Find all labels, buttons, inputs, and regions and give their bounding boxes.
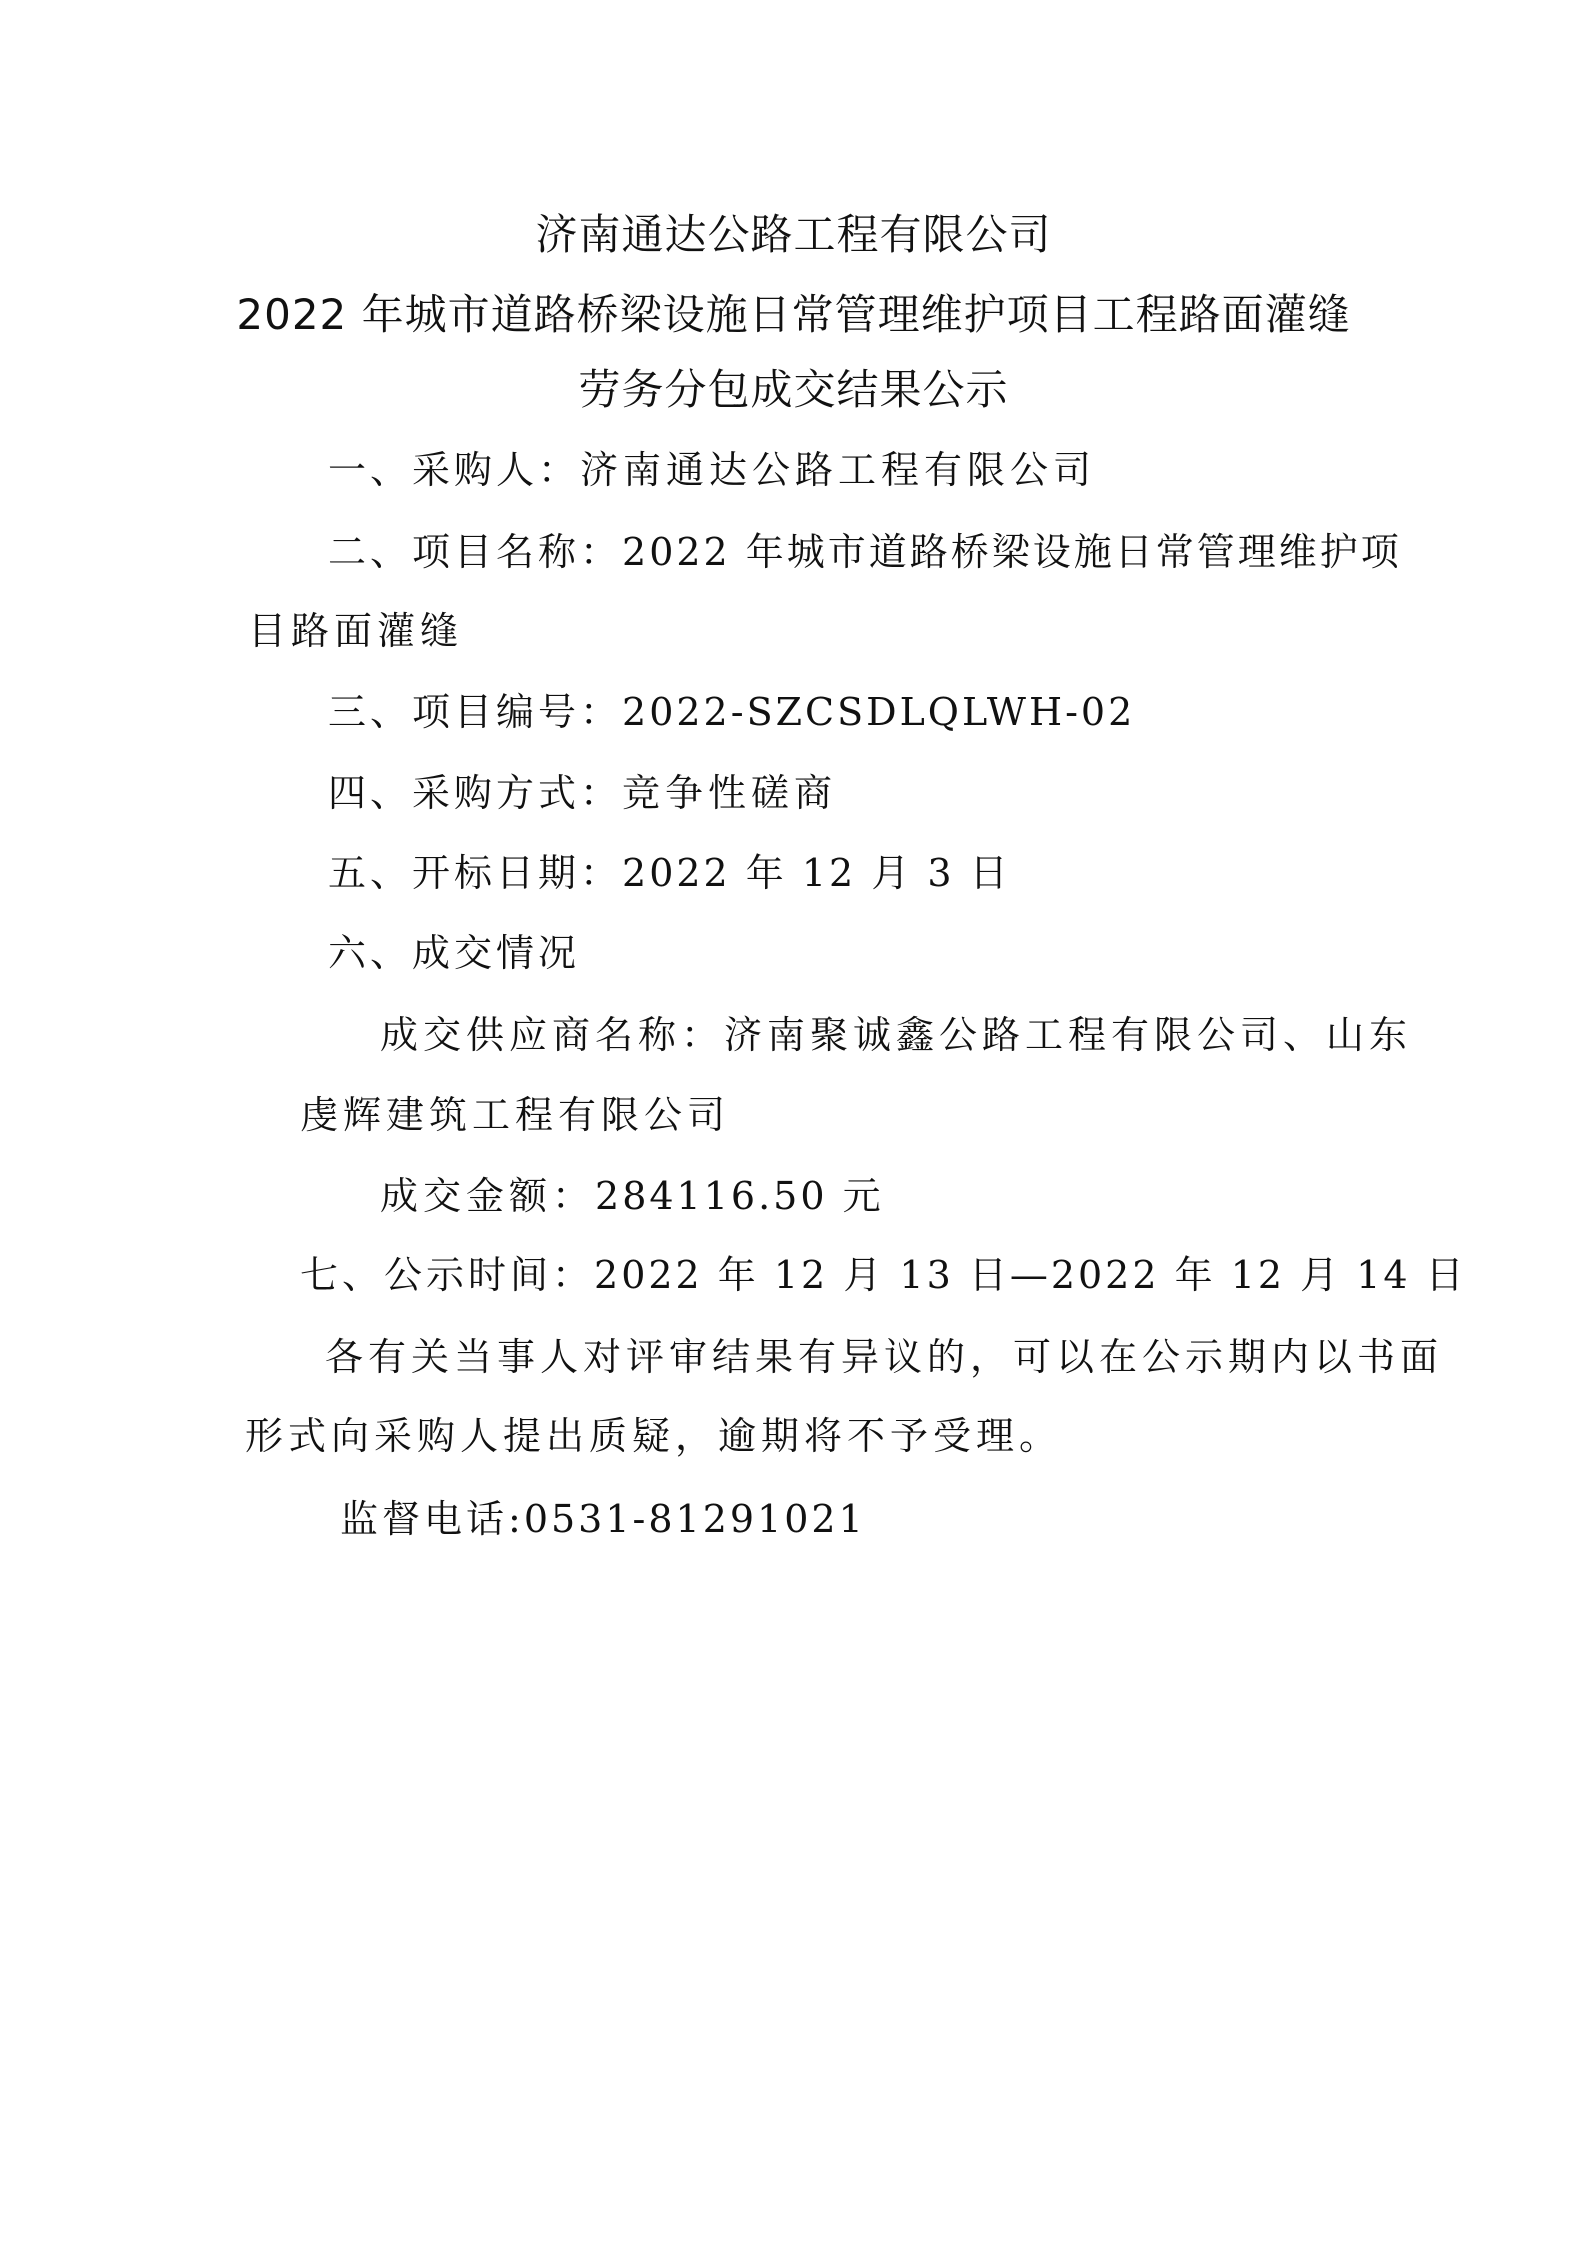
open-date-line bbox=[328, 845, 1011, 901]
notice-title-line-3: 劳务分包成交结果公示 bbox=[578, 365, 1009, 414]
notice-time-line bbox=[300, 1247, 1467, 1303]
notice-paragraph-line-2: 形式向采购人提出质疑，逾期将不予受理。 bbox=[245, 1414, 1063, 1458]
supplier-label: 成交供应商名称： bbox=[380, 1013, 725, 1057]
notice-time-label: 七、公示时间： bbox=[300, 1253, 595, 1297]
notice-time-value: 2022 年 12 月 13 日—2022 年 12 月 14 日 bbox=[594, 1253, 1467, 1297]
supervision-label: 监督电话 bbox=[340, 1497, 509, 1541]
supplier-value: 济南聚诚鑫公路工程有限公司、山东 bbox=[724, 1013, 1413, 1057]
supervision-phone: :0531-81291021 bbox=[508, 1497, 866, 1541]
supervision-line bbox=[340, 1491, 866, 1547]
method-value: 竞争性磋商 bbox=[622, 771, 838, 815]
project-no-label: 三、项目编号： bbox=[328, 690, 623, 734]
amount-line bbox=[380, 1168, 884, 1224]
project-name-label: 二、项目名称： bbox=[328, 530, 623, 574]
method-label: 四、采购方式： bbox=[328, 771, 623, 815]
supplier-line bbox=[380, 1007, 1412, 1063]
project-name-continuation: 目路面灌缝 bbox=[248, 609, 464, 653]
purchaser-line bbox=[328, 442, 1096, 498]
notice-paragraph-line-1: 各有关当事人对评审结果有异议的，可以在公示期内以书面 bbox=[325, 1335, 1444, 1379]
company-title: 济南通达公路工程有限公司 bbox=[535, 210, 1052, 259]
supplier-continuation: 虔辉建筑工程有限公司 bbox=[300, 1093, 731, 1137]
amount-value: 284116.50 元 bbox=[595, 1174, 884, 1218]
method-line bbox=[328, 765, 837, 821]
notice-title-line-2: 2022 年城市道路桥梁设施日常管理维护项目工程路面灌缝 bbox=[236, 290, 1351, 339]
deal-heading-line bbox=[328, 925, 580, 981]
project-name-value: 2022 年城市道路桥梁设施日常管理维护项 bbox=[622, 530, 1402, 574]
purchaser-value: 济南通达公路工程有限公司 bbox=[580, 448, 1097, 492]
deal-heading: 六、成交情况 bbox=[328, 931, 581, 975]
project-no-line bbox=[328, 684, 1135, 740]
open-date-value: 2022 年 12 月 3 日 bbox=[622, 851, 1011, 895]
project-name-line bbox=[328, 524, 1402, 580]
open-date-label: 五、开标日期： bbox=[328, 851, 623, 895]
project-no-value: 2022-SZCSDLQLWH-02 bbox=[622, 690, 1136, 734]
purchaser-label: 一、采购人： bbox=[328, 448, 581, 492]
amount-label: 成交金额： bbox=[380, 1174, 596, 1218]
